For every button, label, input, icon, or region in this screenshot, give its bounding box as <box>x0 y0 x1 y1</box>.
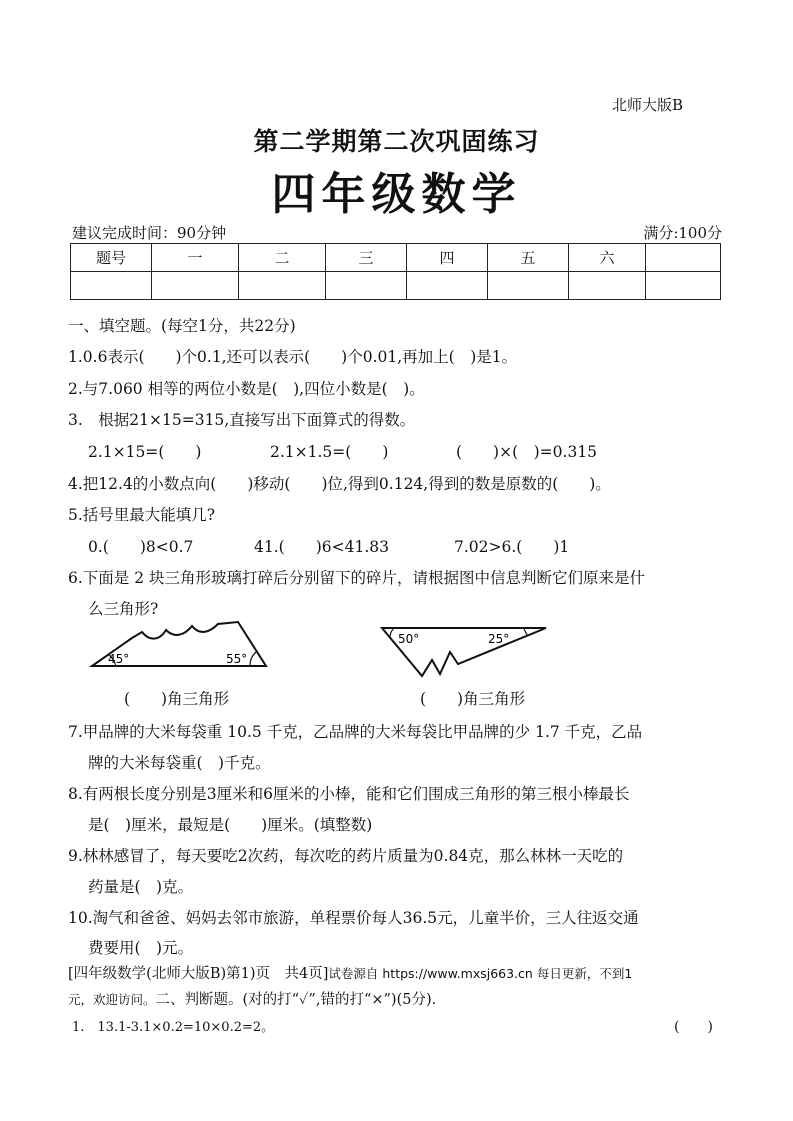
angle-label: 25° <box>488 632 510 646</box>
page-info: [四年级数学(北师大版B)第1)页 共4页] <box>68 966 329 982</box>
question-5: 5.括号里最大能填几? <box>68 506 216 524</box>
score-header-cell: 一 <box>152 244 239 272</box>
score-table <box>70 243 721 300</box>
score-table-score-row <box>71 272 721 300</box>
angle-label: 50° <box>398 632 420 646</box>
score-cell[interactable] <box>326 272 407 300</box>
welcome-note: 元，欢迎访问。 <box>68 992 156 1007</box>
score-cell[interactable] <box>488 272 569 300</box>
score-header-cell <box>646 244 721 272</box>
broken-triangle-figure-2 <box>378 622 550 682</box>
score-header-cell: 五 <box>488 244 569 272</box>
question-3b: 2.1×1.5=( ) <box>270 443 389 461</box>
question-10-line2: 费要用( )元。 <box>88 939 194 957</box>
score-cell[interactable] <box>569 272 646 300</box>
question-5c: 7.02>6.( )1 <box>454 538 570 556</box>
question-6-line1: 6.下面是 2 块三角形玻璃打碎后分别留下的碎片，请根据图中信息判断它们原来是什 <box>68 569 646 587</box>
score-cell[interactable] <box>407 272 488 300</box>
angle-label: 55° <box>226 652 248 666</box>
score-header-cell: 四 <box>407 244 488 272</box>
footer-line-2 <box>68 988 436 1009</box>
footer-line-1 <box>68 962 632 983</box>
question-2: 2.与7.060 相等的两位小数是( ),四位小数是( )。 <box>68 380 425 398</box>
question-3c: ( )×( )=0.315 <box>456 443 598 461</box>
question-9-line2: 药量是( )克。 <box>88 878 194 896</box>
score-cell[interactable] <box>239 272 326 300</box>
question-1: 1.0.6表示( )个0.1,还可以表示( )个0.01,再加上( )是1。 <box>68 348 518 366</box>
score-table-header-row <box>71 244 721 272</box>
question-8-line2: 是( )厘米，最短是( )厘米。(填整数) <box>88 816 373 834</box>
full-score: 满分:100分 <box>643 224 722 242</box>
edition-label: 北师大版B <box>612 96 684 114</box>
score-cell[interactable] <box>152 272 239 300</box>
question-5a: 0.( )8<0.7 <box>88 538 194 556</box>
score-header-cell: 三 <box>326 244 407 272</box>
question-6-line2: 么三角形? <box>88 600 159 618</box>
question-4: 4.把12.4的小数点向( )移动( )位,得到0.124,得到的数是原数的( )。 <box>68 475 611 493</box>
answer-parenthesis[interactable]: ( ) <box>674 1019 713 1035</box>
question-7-line1: 7.甲品牌的大米每袋重 10.5 千克，乙品牌的大米每袋比甲品牌的少 1.7 千克，乙品 <box>68 723 643 741</box>
exam-subtitle: 第二学期第二次巩固练习 <box>253 127 540 156</box>
question-3a: 2.1×15=( ) <box>88 443 202 461</box>
score-header-cell: 六 <box>569 244 646 272</box>
question-9-line1: 9.林林感冒了，每天要吃2次药，每次吃的药片质量为0.84克，那么林林一天吃的 <box>68 847 624 865</box>
question-8-line1: 8.有两根长度分别是3厘米和6厘米的小棒，能和它们围成三角形的第三根小棒最长 <box>68 785 630 803</box>
figure-2-caption: ( )角三角形 <box>420 690 526 708</box>
question-5b: 41.( )6<41.83 <box>254 538 389 556</box>
question-3: 3. 根据21×15=315,直接写出下面算式的得数。 <box>68 411 416 429</box>
source-note[interactable]: 试卷源自 https://www.mxsj663.cn 每日更新，不到1 <box>328 966 633 981</box>
angle-label: 45° <box>108 652 130 666</box>
broken-triangle-figure-1 <box>86 618 272 674</box>
score-header-cell: 二 <box>239 244 326 272</box>
question-7-line2: 牌的大米每袋重( )千克。 <box>88 754 271 772</box>
judgement-question-1: 1. 13.1-3.1×0.2=10×0.2=2。 <box>72 1020 275 1035</box>
score-cell[interactable] <box>646 272 721 300</box>
exam-title: 四年级数学 <box>271 169 522 220</box>
time-note: 建议完成时间：90分钟 <box>72 224 227 242</box>
figure-1-caption: ( )角三角形 <box>124 690 230 708</box>
question-10-line1: 10.淘气和爸爸、妈妈去邻市旅游，单程票价每人36.5元，儿童半价，三人往返交通 <box>68 909 639 927</box>
section1-title: 一、填空题。(每空1分，共22分) <box>68 317 296 335</box>
section2-title: 二、判断题。(对的打“✓”,错的打“×”)(5分). <box>155 992 437 1008</box>
score-cell[interactable] <box>71 272 152 300</box>
score-header-cell: 题号 <box>71 244 152 272</box>
